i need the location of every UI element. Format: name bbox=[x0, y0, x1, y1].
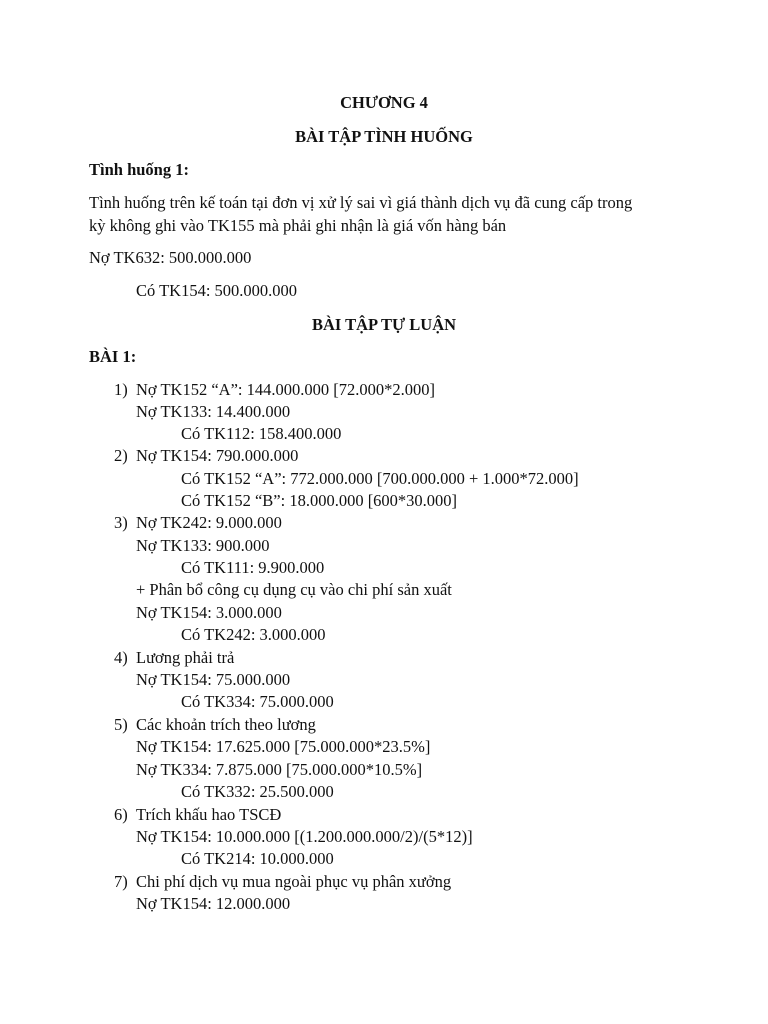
item-number: 6) bbox=[114, 805, 128, 824]
journal-line: Nợ TK154: 3.000.000 bbox=[136, 603, 282, 622]
item-number: 4) bbox=[114, 648, 128, 667]
journal-line: Chi phí dịch vụ mua ngoài phục vụ phân xưởng bbox=[136, 872, 452, 891]
journal-line: Nợ TK154: 75.000.000 bbox=[136, 670, 291, 689]
journal-line: Có TK112: 158.400.000 bbox=[181, 424, 342, 443]
journal-line: Có TK111: 9.900.000 bbox=[181, 558, 325, 577]
journal-line: Lương phải trả bbox=[136, 648, 235, 667]
journal-line: Nợ TK154: 17.625.000 [75.000.000*23.5%] bbox=[136, 737, 431, 756]
chapter-title: CHƯƠNG 4 bbox=[340, 93, 428, 112]
journal-line: + Phân bổ công cụ dụng cụ vào chi phí sản xuất bbox=[136, 580, 452, 599]
case1-credit-entry: Có TK154: 500.000.000 bbox=[136, 281, 298, 300]
item-number: 1) bbox=[114, 380, 128, 399]
case1-heading: Tình huống 1: bbox=[89, 160, 189, 179]
bai1-heading: BÀI 1: bbox=[89, 347, 137, 366]
journal-line: Các khoản trích theo lương bbox=[136, 715, 316, 734]
item-number: 5) bbox=[114, 715, 128, 734]
journal-line: Nợ TK133: 900.000 bbox=[136, 536, 270, 555]
item-number: 7) bbox=[114, 872, 128, 891]
journal-line: Có TK152 “A”: 772.000.000 [700.000.000 + 1.000*72.000] bbox=[181, 469, 579, 488]
essay-section-title: BÀI TẬP TỰ LUẬN bbox=[311, 315, 457, 334]
case1-debit-entry: Nợ TK632: 500.000.000 bbox=[89, 248, 252, 267]
case1-paragraph-line1: Tình huống trên kế toán tại đơn vị xử lý sai vì giá thành dịch vụ đã cung cấp trong bbox=[89, 193, 633, 212]
journal-line: Có TK242: 3.000.000 bbox=[181, 625, 326, 644]
item-number: 2) bbox=[114, 446, 128, 465]
journal-line: Có TK152 “B”: 18.000.000 [600*30.000] bbox=[181, 491, 458, 510]
journal-line: Có TK214: 10.000.000 bbox=[181, 849, 334, 868]
journal-line: Nợ TK154: 12.000.000 bbox=[136, 894, 291, 913]
journal-line: Nợ TK154: 10.000.000 [(1.200.000.000/2)/(5*12)] bbox=[136, 827, 473, 846]
journal-line: Nợ TK334: 7.875.000 [75.000.000*10.5%] bbox=[136, 760, 423, 779]
case1-paragraph-line2: kỳ không ghi vào TK155 mà phải ghi nhận là giá vốn hàng bán bbox=[89, 216, 507, 235]
journal-line: Nợ TK152 “A”: 144.000.000 [72.000*2.000] bbox=[136, 380, 435, 399]
case-section-title: BÀI TẬP TÌNH HUỐNG bbox=[295, 127, 473, 146]
item-number: 3) bbox=[114, 513, 128, 532]
journal-line: Nợ TK242: 9.000.000 bbox=[136, 513, 282, 532]
journal-line: Có TK334: 75.000.000 bbox=[181, 692, 334, 711]
journal-line: Có TK332: 25.500.000 bbox=[181, 782, 334, 801]
journal-line: Trích khấu hao TSCĐ bbox=[136, 805, 282, 824]
journal-line: Nợ TK154: 790.000.000 bbox=[136, 446, 299, 465]
journal-line: Nợ TK133: 14.400.000 bbox=[136, 402, 291, 421]
